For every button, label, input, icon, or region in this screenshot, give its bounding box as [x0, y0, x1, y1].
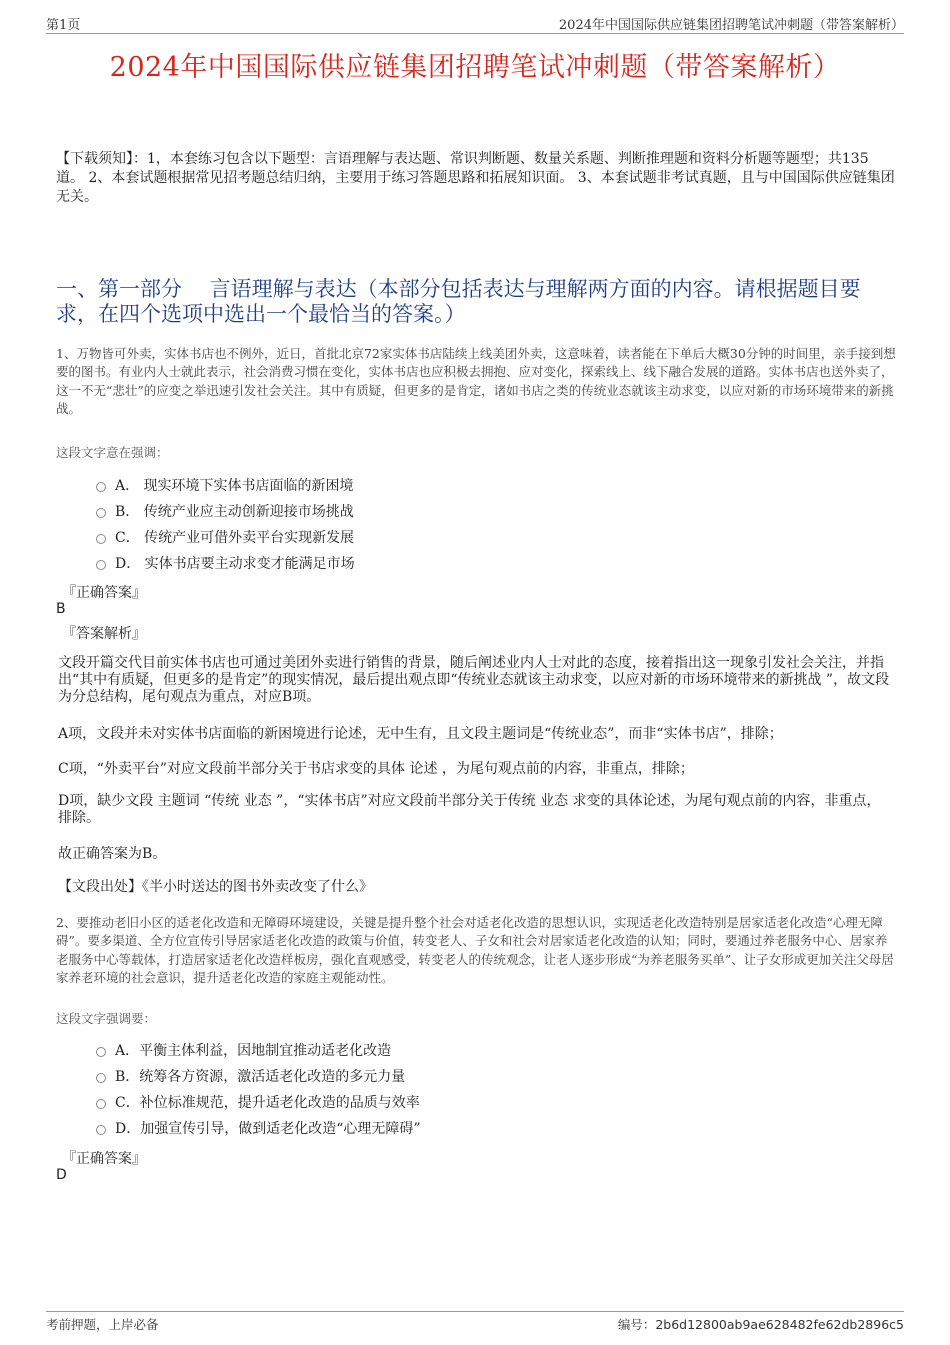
header-doc-title: 2024年中国国际供应链集团招聘笔试冲刺题（带答案解析）	[558, 18, 904, 33]
answer-label: 『正确答案』	[62, 1151, 146, 1167]
analysis-conclusion: 故正确答案为B。	[58, 846, 167, 862]
answer-label: 『正确答案』	[62, 585, 146, 601]
option-a[interactable]	[96, 473, 355, 499]
analysis-paragraph: D项，缺少文段 主题词 “传统 业态 ”，“实体书店”对应文段前半部分关于传统 业态 求变的具体论述，为尾句观点前的内容，非重点，排除。	[58, 793, 881, 826]
option-label: B．统筹各方资源，激活适老化改造的多元力量	[115, 1069, 406, 1085]
answer-value: B	[56, 601, 66, 617]
radio-icon[interactable]	[96, 534, 106, 544]
radio-icon[interactable]	[96, 1073, 106, 1083]
option-label: B． 传统产业应主动创新迎接市场挑战	[115, 504, 354, 520]
analysis-paragraph: 文段开篇交代目前实体书店也可通过美团外卖进行销售的背景，随后阐述业内人士对此的态度，接着指出这一现象引发社会关注，并指出“其中有质疑，但更多的是肯定”的现实情况，最后提出观点即“传统业态就该主动求变，以应对新的市场环境带来的新挑战 ”，故文段为分总结构，尾句观点为重点，对应B项。	[58, 655, 890, 705]
option-d[interactable]	[96, 551, 355, 577]
option-b[interactable]	[96, 1064, 421, 1090]
answer-value: D	[56, 1167, 67, 1183]
option-d[interactable]	[96, 1116, 421, 1142]
radio-icon[interactable]	[96, 482, 106, 492]
option-label: A．平衡主体利益，因地制宜推动适老化改造	[115, 1043, 392, 1059]
footer-code-value: 2b6d12800ab9ae628482fe62db2896c5	[655, 1317, 904, 1332]
analysis-paragraph: A项，文段并未对实体书店面临的新困境进行论述，无中生有，且文段主题词是“传统业态”，而非“实体书店”，排除；	[58, 726, 783, 742]
option-c[interactable]	[96, 1090, 421, 1116]
radio-icon[interactable]	[96, 1125, 106, 1135]
option-label: A． 现实环境下实体书店面临的新困境	[115, 478, 354, 494]
analysis-label: 『答案解析』	[62, 626, 146, 642]
question-1-text: 1、万物皆可外卖，实体书店也不例外，近日，首批北京72家实体书店陆续上线美团外卖，这意味着，读者能在下单后大概30分钟的时间里，亲手接到想要的图书。有业内人士就此表示，社会消费习惯在变化，实体书店也应积极去拥抱、应对变化，探索线上、线下融合发展的道路。实体书店也送外卖了，这一不无“悲壮”的应变之举迅速引发社会关注。其中有质疑，但更多的是肯定，诸如书店之类的传统业态就该主动求变，以应对新的市场环境带来的新挑战。	[56, 346, 896, 416]
option-b[interactable]	[96, 499, 355, 525]
document-title: 2024年中国国际供应链集团招聘笔试冲刺题（带答案解析）	[109, 52, 841, 83]
question-2-options	[96, 1038, 421, 1142]
question-1-options	[96, 473, 355, 577]
radio-icon[interactable]	[96, 1099, 106, 1109]
question-2-text: 2、要推动老旧小区的适老化改造和无障碍环境建设，关键是提升整个社会对适老化改造的思想认识，实现适老化改造特别是居家适老化改造“心理无障碍”。要多渠道、全方位宣传引导居家适老化改造的政策与价值，转变老人、子女和社会对居家适老化改造的认知；同时，要通过养老服务中心、居家养老服务中心等载体，打造居家适老化改造样板房，强化直观感受，转变老人的传统观念，让老人逐步形成“为养老服务买单”、让子女形成更加关注父母居家养老环境的社会意识，提升适老化改造的家庭主观能动性。	[56, 915, 894, 985]
option-label: D．加强宣传引导，做到适老化改造“心理无障碍”	[115, 1121, 421, 1137]
download-notice: 【下载须知】：1，本套练习包含以下题型：言语理解与表达题、常识判断题、数量关系题、判断推理题和资料分析题等题型；共135道。 2、本套试题根据常见招考题总结归纳，主要用于练习答题思路和拓展知识面。 3、本套试题非考试真题，且与中国国际供应链集团无关。	[56, 151, 895, 205]
question-1-prompt: 这段文字意在强调：	[56, 445, 169, 460]
page-footer	[46, 1311, 904, 1332]
radio-icon[interactable]	[96, 1047, 106, 1057]
radio-icon[interactable]	[96, 560, 106, 570]
page-number: 第1页	[46, 18, 81, 33]
option-a[interactable]	[96, 1038, 421, 1064]
footer-code-label: 编号：	[617, 1317, 656, 1332]
footer-slogan: 考前押题，上岸必备	[46, 1317, 159, 1332]
option-c[interactable]	[96, 525, 355, 551]
radio-icon[interactable]	[96, 508, 106, 518]
option-label: C．补位标准规范，提升适老化改造的品质与效率	[115, 1095, 420, 1111]
section-heading: 一、第一部分 言语理解与表达（本部分包括表达与理解两方面的内容。请根据题目要求，在四个选项中选出一个最恰当的答案。）	[56, 277, 861, 326]
option-label: C． 传统产业可借外卖平台实现新发展	[115, 530, 355, 546]
page-header	[46, 14, 904, 34]
footer-code	[618, 1315, 904, 1333]
option-label: D． 实体书店要主动求变才能满足市场	[115, 556, 355, 572]
analysis-paragraph: C项，“外卖平台”对应文段前半部分关于书店求变的具体 论述 ，为尾句观点前的内容，非重点，排除；	[58, 761, 694, 777]
question-2-prompt: 这段文字强调要：	[56, 1011, 157, 1026]
source-citation: 【文段出处】《半小时送达的图书外卖改变了什么》	[58, 879, 373, 895]
